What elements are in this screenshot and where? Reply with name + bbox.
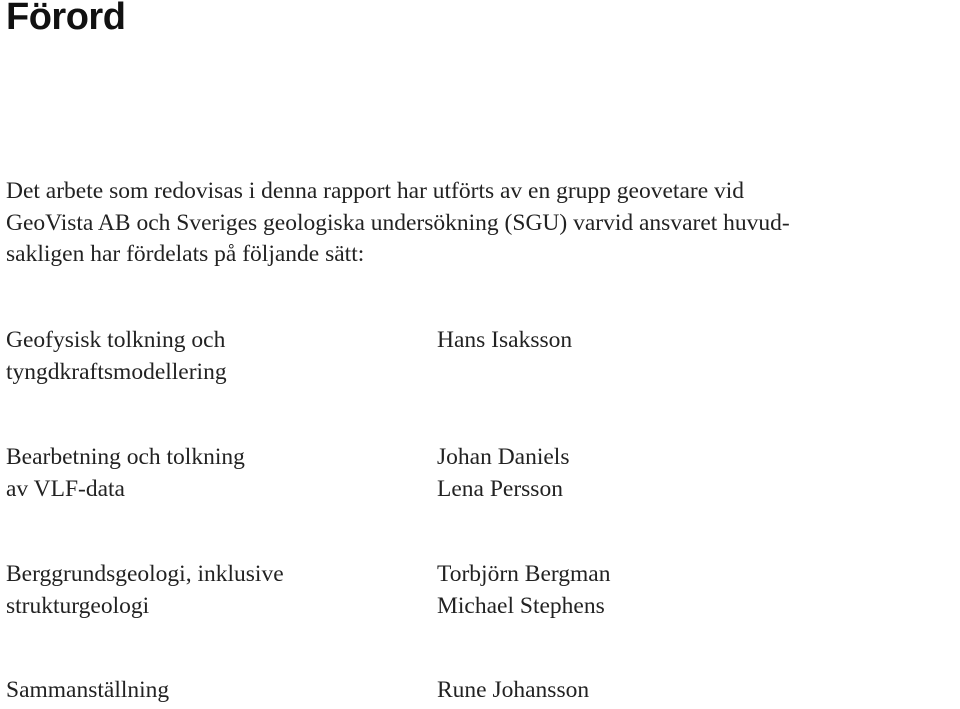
task-line: Sammanställning: [6, 677, 170, 703]
task-line: av VLF-data: [6, 475, 125, 502]
intro-paragraph: [6, 176, 956, 271]
person-name: Rune Johansson: [437, 677, 590, 703]
person-name: Michael Stephens: [437, 592, 605, 619]
assignment-people: [437, 325, 937, 357]
intro-line: Det arbete som redovisas i denna rapport har utförts av en grupp geovetare vid: [6, 178, 745, 204]
task-line: tyngdkraftsmodellering: [6, 358, 227, 385]
assignment-people: [437, 675, 937, 707]
person-name: Torbjörn Bergman: [437, 561, 611, 587]
assignment-task: [6, 325, 426, 388]
assignment-people: [437, 559, 937, 622]
assignment-people: [437, 442, 937, 505]
task-line: Berggrundsgeologi, inklusive: [6, 561, 284, 587]
task-line: strukturgeologi: [6, 592, 150, 619]
person-name: Johan Daniels: [437, 444, 570, 470]
person-name: Hans Isaksson: [437, 327, 573, 353]
person-name: Lena Persson: [437, 475, 563, 502]
task-line: Bearbetning och tolkning: [6, 444, 245, 470]
intro-line: GeoVista AB och Sveriges geologiska undersökning (SGU) varvid ansvaret huvud-: [6, 209, 790, 236]
assignment-task: [6, 442, 426, 505]
assignment-task: [6, 559, 426, 622]
page-heading: Förord: [6, 0, 126, 38]
intro-line: sakligen har fördelats på följande sätt:: [6, 241, 365, 267]
assignment-task: [6, 675, 426, 707]
task-line: Geofysisk tolkning och: [6, 327, 226, 353]
